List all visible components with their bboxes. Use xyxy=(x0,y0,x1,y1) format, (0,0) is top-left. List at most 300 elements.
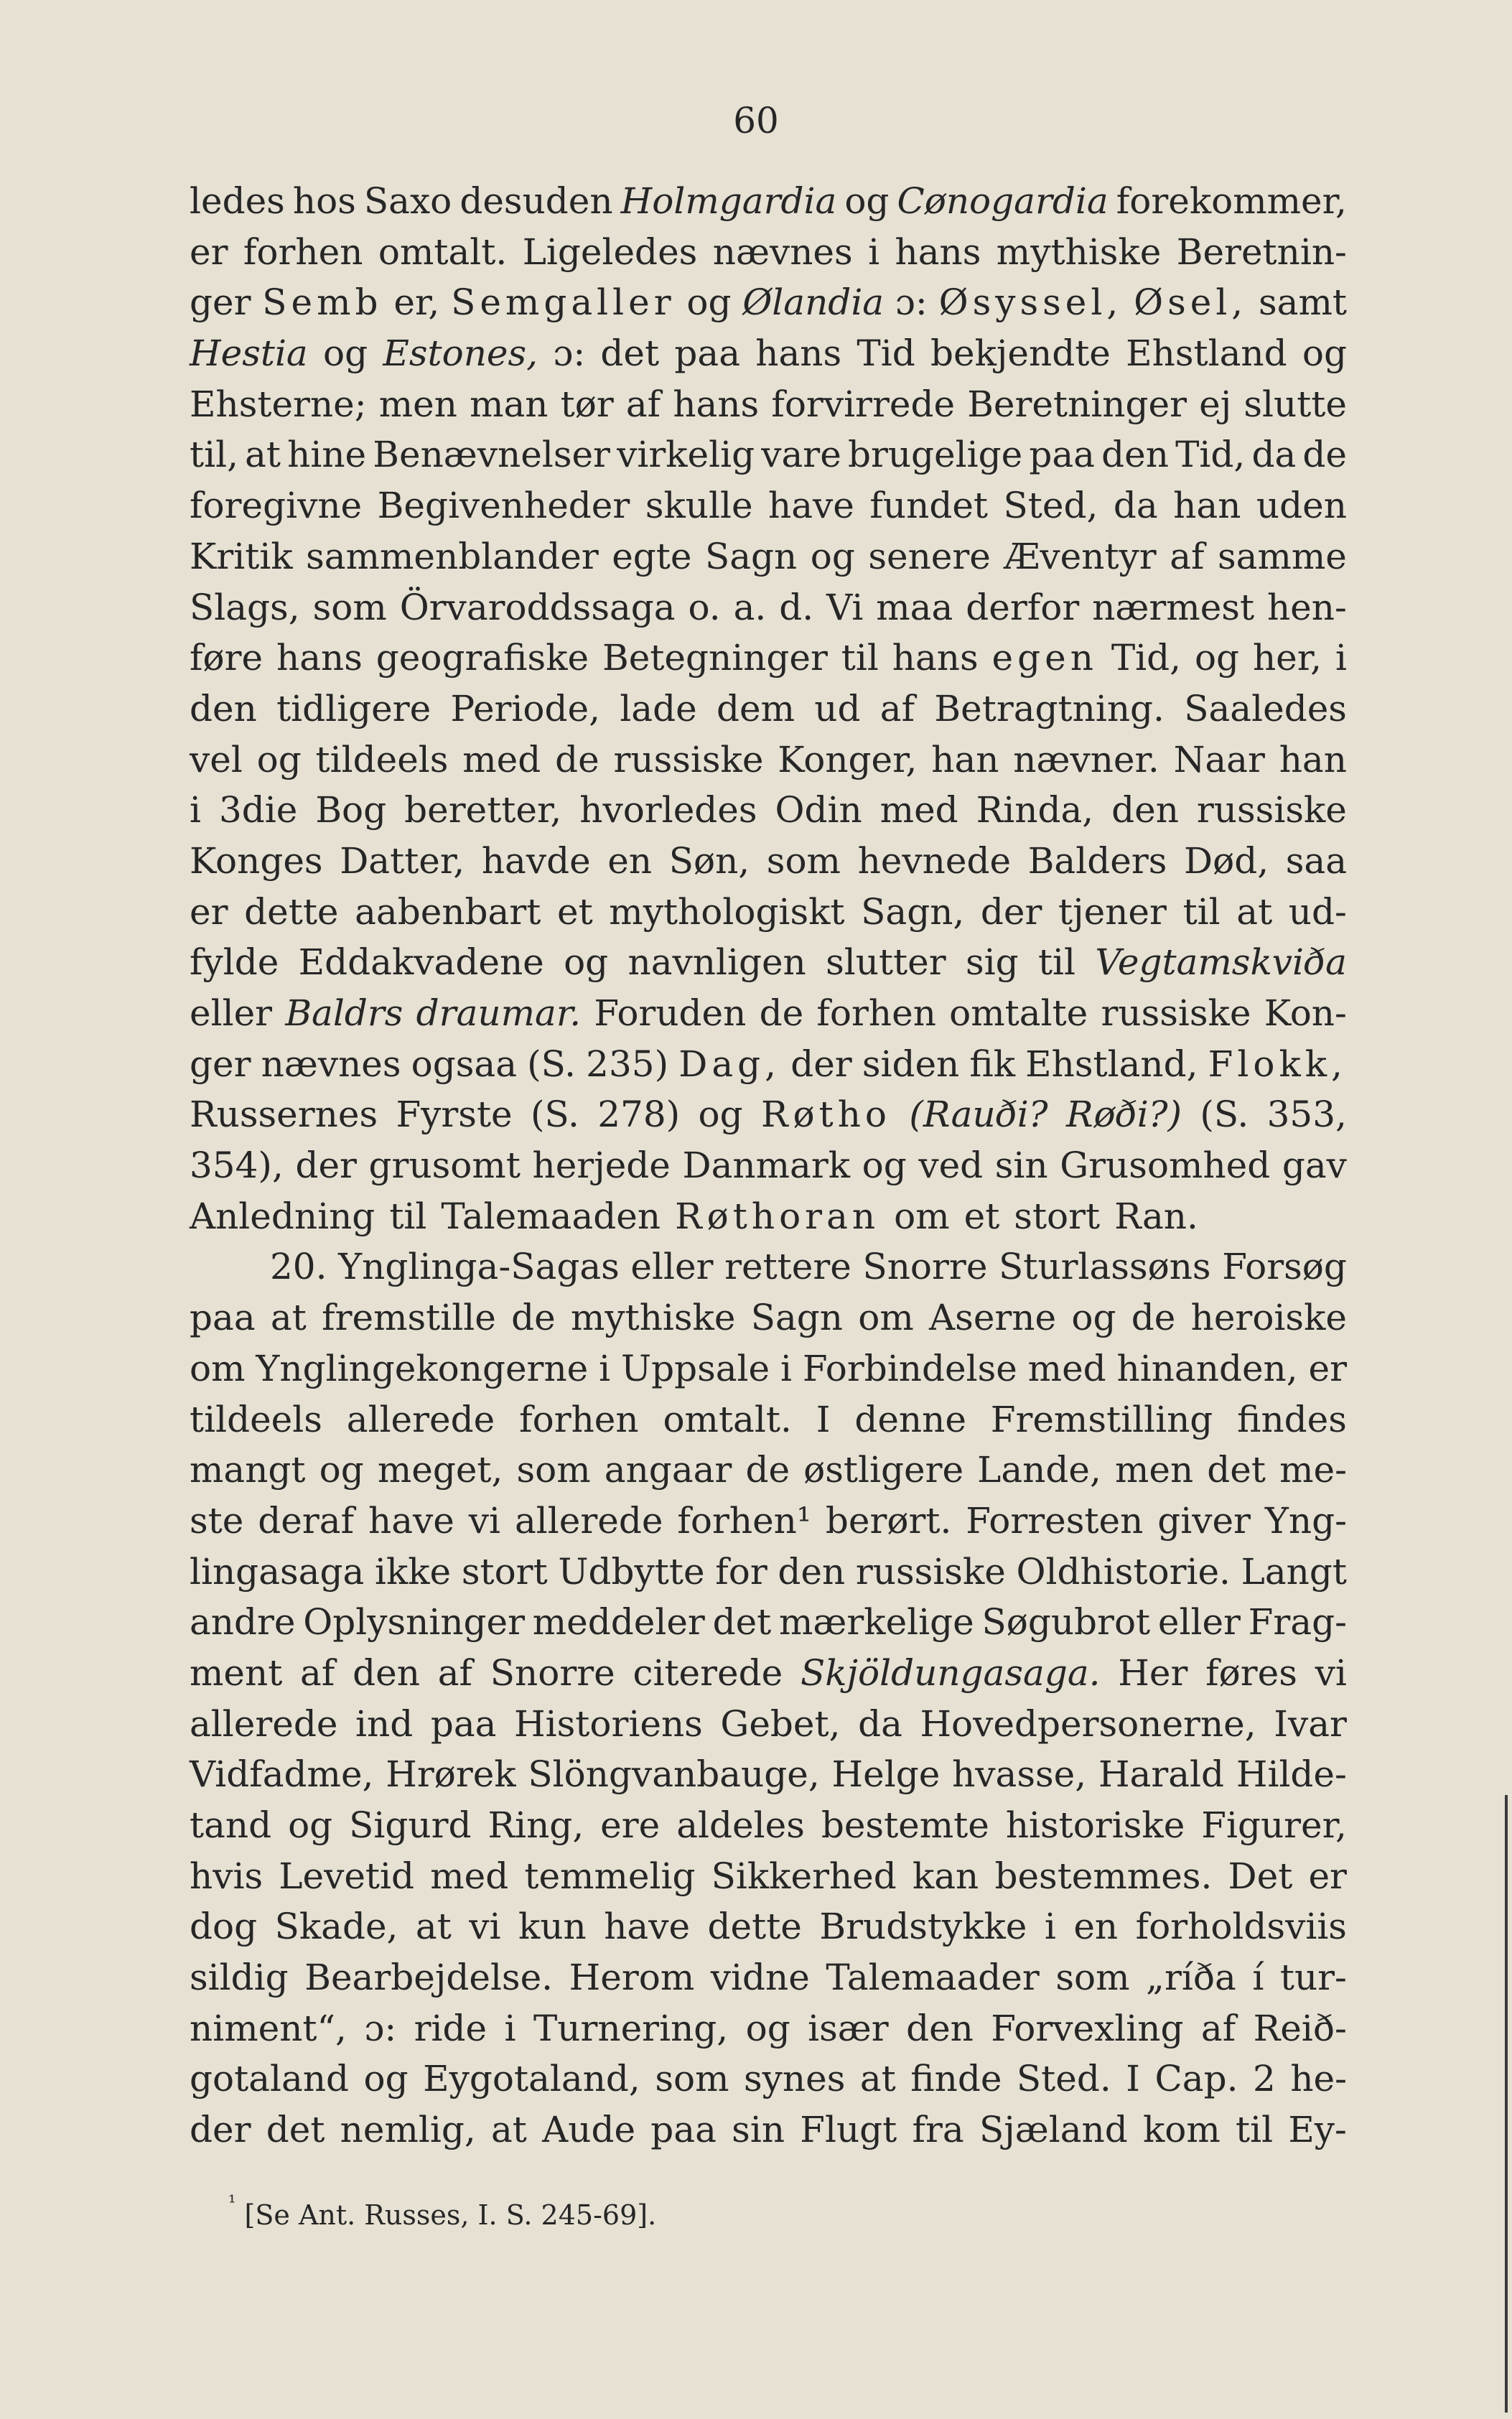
word: Her xyxy=(1118,1651,1188,1694)
word: Rinda, xyxy=(976,789,1094,831)
word: det xyxy=(600,332,660,375)
word: og xyxy=(686,281,732,324)
word: og xyxy=(288,1804,333,1846)
word: Foruden xyxy=(594,992,747,1034)
word: omtalte xyxy=(949,992,1088,1034)
body-text xyxy=(190,176,1347,2155)
word: Ehstland xyxy=(1126,332,1287,375)
word: russiske xyxy=(1101,992,1251,1034)
word: mærkelige xyxy=(778,1601,974,1644)
text-line xyxy=(190,1394,1347,1445)
text-line xyxy=(190,328,1347,379)
word: hvis xyxy=(190,1855,263,1897)
word: andre xyxy=(190,1601,296,1644)
word: (Rauði? xyxy=(909,1094,1048,1136)
word: da xyxy=(1113,485,1158,527)
word: Ey- xyxy=(1288,2109,1347,2151)
word: i xyxy=(868,230,880,273)
word: lade xyxy=(620,687,697,730)
word: hine xyxy=(287,434,367,476)
word: Forsøg xyxy=(1222,1246,1347,1288)
word: og xyxy=(363,2058,409,2100)
text-line xyxy=(190,2003,1347,2054)
word: den xyxy=(778,1550,846,1593)
word: citerede xyxy=(633,1651,783,1694)
word: (S. xyxy=(1200,1094,1249,1136)
word: Hrørek xyxy=(386,1753,516,1796)
word: Hestia xyxy=(190,332,308,375)
word: me- xyxy=(1279,1449,1347,1491)
word: Historiens xyxy=(514,1702,703,1745)
word: foregivne xyxy=(190,485,363,527)
word: Skjöldungasaga. xyxy=(800,1651,1101,1694)
word: af xyxy=(625,383,661,425)
word: Det xyxy=(1228,1855,1293,1897)
word: Ehstland, xyxy=(1025,1043,1198,1085)
word: have xyxy=(604,1906,691,1948)
word: i xyxy=(1335,637,1347,679)
word: Beretnin- xyxy=(1176,230,1347,273)
word: Forbindelse xyxy=(802,1347,1017,1389)
word: ledes xyxy=(190,180,285,222)
word: 20. xyxy=(270,1246,327,1288)
word: mangt xyxy=(190,1449,306,1491)
word: vi xyxy=(469,1906,501,1948)
word: og xyxy=(319,1449,364,1491)
word: russiske xyxy=(613,738,764,780)
word: Uppsale xyxy=(620,1347,770,1389)
word: navnligen xyxy=(627,941,806,984)
word: ud xyxy=(814,687,861,730)
word: tør xyxy=(560,383,614,425)
word: ind xyxy=(355,1702,414,1745)
word: niment“, xyxy=(190,2007,347,2049)
word: Flokk, xyxy=(1208,1043,1347,1085)
word: Hovedpersonerne, xyxy=(920,1702,1256,1745)
word: Aserne xyxy=(929,1297,1057,1339)
text-line xyxy=(190,1901,1347,1952)
word: giver xyxy=(1157,1499,1251,1542)
word: Tid, xyxy=(1175,434,1246,476)
word: og xyxy=(323,332,368,375)
word: til xyxy=(1182,890,1221,933)
word: mythologiskt xyxy=(609,890,845,933)
word: fra xyxy=(912,2109,964,2151)
word: de xyxy=(1131,1297,1176,1339)
text-line xyxy=(190,836,1347,887)
text-line xyxy=(190,429,1347,480)
word: Estones, xyxy=(383,332,538,375)
word: Kritik xyxy=(190,535,293,577)
word: í xyxy=(1252,1957,1264,1999)
word: herjede xyxy=(532,1145,671,1187)
word: Sted, xyxy=(1003,485,1098,527)
word: om xyxy=(858,1297,914,1339)
word: Vi xyxy=(826,586,864,628)
word: Russernes xyxy=(190,1094,378,1136)
word: Tid xyxy=(857,332,915,375)
word: Odin xyxy=(775,789,862,831)
word: 2 xyxy=(1253,2058,1276,2100)
word: forhen xyxy=(243,230,363,273)
word: Semgaller xyxy=(451,281,676,324)
word: Anledning xyxy=(190,1195,375,1237)
word: nævnes xyxy=(712,230,853,273)
word: samt xyxy=(1259,281,1347,324)
text-line xyxy=(190,1547,1347,1598)
word: aabenbart xyxy=(355,890,541,933)
word: ogsaa xyxy=(411,1043,518,1085)
word: geografiske xyxy=(375,637,589,679)
word: at xyxy=(245,434,281,476)
word: allerede xyxy=(514,1499,663,1542)
text-line xyxy=(190,2105,1347,2155)
word: bestemmes. xyxy=(994,1855,1213,1897)
word: ud- xyxy=(1288,890,1347,933)
word: ikke xyxy=(374,1550,452,1593)
word: Ynglingekongerne xyxy=(256,1347,589,1389)
word: have xyxy=(768,485,854,527)
word: i xyxy=(1044,1906,1056,1948)
word: ride xyxy=(414,2007,487,2049)
word: forholdsviis xyxy=(1135,1906,1347,1948)
word: og xyxy=(564,941,609,984)
word: meddeler xyxy=(532,1601,705,1644)
word: slutter xyxy=(826,941,946,984)
word: temmelig xyxy=(524,1855,696,1897)
word: Død, xyxy=(1184,839,1269,882)
text-line xyxy=(190,785,1347,836)
word: sildig xyxy=(190,1957,289,1999)
word: af xyxy=(879,687,915,730)
text-line xyxy=(190,1749,1347,1800)
word: Øsel, xyxy=(1134,281,1248,324)
word: af xyxy=(300,1651,335,1694)
word: deraf xyxy=(258,1499,355,1542)
text-line xyxy=(190,480,1347,531)
word: brugelige xyxy=(847,434,1023,476)
word: Frag- xyxy=(1248,1601,1347,1644)
word: til xyxy=(841,637,879,679)
word: Fyrste xyxy=(396,1094,513,1136)
word: Baldrs xyxy=(285,992,403,1034)
word: Søn, xyxy=(668,839,750,882)
text-line xyxy=(190,1343,1347,1394)
word: et xyxy=(556,890,593,933)
word: Oldhistorie. xyxy=(1016,1550,1231,1593)
word: hvasse, xyxy=(952,1753,1087,1796)
word: er xyxy=(190,230,228,273)
word: Levetid xyxy=(279,1855,415,1897)
word: sin xyxy=(994,1145,1048,1187)
word: gotaland xyxy=(190,2058,350,2100)
word: senere xyxy=(868,535,991,577)
word: nærmest xyxy=(1092,586,1255,628)
text-line xyxy=(190,887,1347,938)
word: samme xyxy=(1218,535,1347,577)
word: beretter, xyxy=(404,789,562,831)
word: have xyxy=(368,1499,454,1542)
word: Aude xyxy=(542,2109,636,2151)
word: hans xyxy=(895,230,981,273)
word: ɔ: xyxy=(364,2007,397,2049)
word: lingasaga xyxy=(190,1550,365,1593)
word: Herom xyxy=(569,1957,695,1999)
word: Vidfadme, xyxy=(190,1753,374,1796)
word: forvirrede xyxy=(771,383,956,425)
word: forekommer, xyxy=(1116,180,1347,222)
word: (S. xyxy=(530,1094,579,1136)
word: tidligere xyxy=(276,687,431,730)
word: kan xyxy=(912,1855,979,1897)
word: Betragtning. xyxy=(934,687,1165,730)
word: I xyxy=(1126,2058,1141,2100)
word: grusomt xyxy=(368,1145,521,1187)
word: allerede xyxy=(190,1702,338,1745)
word: for xyxy=(715,1550,767,1593)
text-line xyxy=(190,2054,1347,2105)
word: Udbytte xyxy=(558,1550,705,1593)
word: Eddakvadene xyxy=(298,941,544,984)
word: dog xyxy=(190,1906,258,1948)
word: som xyxy=(1055,1957,1130,1999)
word: Brudstykke xyxy=(819,1906,1027,1948)
text-line xyxy=(190,1191,1347,1242)
word: af xyxy=(1200,2007,1236,2049)
word: Kon- xyxy=(1264,992,1347,1034)
word: denne xyxy=(854,1398,966,1440)
word: ger xyxy=(190,281,251,324)
word: russiske xyxy=(1196,789,1347,831)
word: siden xyxy=(862,1043,960,1085)
word: Figurer, xyxy=(1201,1804,1347,1846)
word: men xyxy=(378,383,457,425)
word: skulle xyxy=(645,485,753,527)
word: og xyxy=(745,2007,790,2049)
word: til xyxy=(1037,941,1076,984)
word: paa xyxy=(674,332,741,375)
word: med xyxy=(879,789,958,831)
word: Hilde- xyxy=(1236,1753,1347,1796)
word: hinanden, xyxy=(1116,1347,1298,1389)
text-line xyxy=(190,1039,1347,1090)
word: vi xyxy=(1315,1651,1347,1694)
word: Ivar xyxy=(1274,1702,1347,1745)
word: Konger, xyxy=(778,738,918,780)
word: med xyxy=(430,1855,509,1897)
word: meget, xyxy=(377,1449,503,1491)
word: den xyxy=(353,1651,420,1694)
text-line xyxy=(190,735,1347,786)
word: Benævnelser xyxy=(373,434,610,476)
word: Turnering, xyxy=(533,2007,729,2049)
word: hans xyxy=(276,637,363,679)
word: hans xyxy=(892,637,979,679)
word: om xyxy=(190,1347,246,1389)
word: Begivenheder xyxy=(377,485,630,527)
word: Røtho xyxy=(760,1094,892,1136)
word: fremstille xyxy=(322,1297,496,1339)
word: ere xyxy=(600,1804,661,1846)
word: 278) xyxy=(597,1094,681,1136)
word: gav xyxy=(1282,1145,1347,1187)
word: Saxo xyxy=(363,180,452,222)
word: Datter, xyxy=(340,839,465,882)
text-line xyxy=(190,1952,1347,2003)
text-line xyxy=(190,1851,1347,1902)
word: som xyxy=(655,2058,729,2100)
word: synes xyxy=(744,2058,846,2100)
word: tjener xyxy=(1058,890,1167,933)
word: dette xyxy=(244,890,339,933)
word: finde xyxy=(910,2058,1002,2100)
word: Dag, xyxy=(678,1043,781,1085)
word: og xyxy=(698,1094,743,1136)
word: ger xyxy=(190,1043,251,1085)
text-line xyxy=(190,1445,1347,1496)
word: da xyxy=(858,1702,902,1745)
word: Bearbejdelse. xyxy=(304,1957,554,1999)
word: Øsyssel, xyxy=(938,281,1123,324)
word: Oplysninger xyxy=(303,1601,526,1644)
word: hevnede xyxy=(857,839,1012,882)
word: he- xyxy=(1290,2058,1347,2100)
word: Ring, xyxy=(487,1804,584,1846)
word: Snorre xyxy=(490,1651,615,1694)
word: hos xyxy=(292,180,356,222)
text-line xyxy=(190,1648,1347,1699)
word: de xyxy=(759,992,804,1034)
word: Balders xyxy=(1027,839,1167,882)
word: eller xyxy=(630,1246,714,1288)
word: tand xyxy=(190,1804,272,1846)
word: er xyxy=(1308,1347,1347,1389)
word: om xyxy=(894,1195,950,1237)
word: dette xyxy=(707,1906,802,1948)
word: de xyxy=(555,738,599,780)
word: et xyxy=(963,1195,1000,1237)
text-line xyxy=(190,227,1347,278)
word: aldeles xyxy=(676,1804,805,1846)
word: til xyxy=(389,1195,427,1237)
word: i xyxy=(780,1347,792,1389)
word: uden xyxy=(1256,485,1347,527)
word: ej xyxy=(1199,383,1232,425)
word: Örvaroddssaga xyxy=(399,586,676,628)
word: Periode, xyxy=(450,687,601,730)
text-line xyxy=(190,1089,1347,1140)
word: til xyxy=(1236,2109,1274,2151)
footnote-marker: ¹ xyxy=(228,2192,236,2214)
word: Sagn, xyxy=(861,890,965,933)
word: føres xyxy=(1205,1651,1297,1694)
word: 3die xyxy=(218,789,298,831)
word: rettere xyxy=(724,1246,851,1288)
text-line xyxy=(190,988,1347,1039)
word: østligere xyxy=(803,1449,964,1491)
word: Eygotaland, xyxy=(423,2058,640,2100)
word: og xyxy=(1302,332,1347,375)
word: paa xyxy=(430,1702,497,1745)
footnote xyxy=(228,2194,656,2237)
word: Cønogardia xyxy=(897,180,1109,222)
word: til, xyxy=(190,434,238,476)
word: historiske xyxy=(1005,1804,1185,1846)
word: Ehsterne; xyxy=(190,383,367,425)
word: allerede xyxy=(346,1398,495,1440)
word: sig xyxy=(965,941,1019,984)
word: i xyxy=(504,2007,516,2049)
word: sin xyxy=(732,2109,785,2151)
word: hen- xyxy=(1266,586,1347,628)
word: Ynglinga-Sagas xyxy=(338,1246,620,1288)
word: sammenblander xyxy=(306,535,599,577)
word: angaar xyxy=(604,1449,732,1491)
word: Røthoran xyxy=(675,1195,880,1237)
word: Harald xyxy=(1098,1753,1225,1796)
word: Bog xyxy=(315,789,387,831)
word: paa xyxy=(1029,434,1095,476)
word: kun xyxy=(518,1906,587,1948)
word: omtalt. xyxy=(663,1398,792,1440)
word: den xyxy=(1101,434,1169,476)
text-line xyxy=(190,1699,1347,1750)
word: Sturlassøns xyxy=(999,1246,1211,1288)
word: med xyxy=(1027,1347,1106,1389)
word: ved xyxy=(918,1145,984,1187)
text-line xyxy=(190,582,1347,633)
text-line xyxy=(190,937,1347,988)
word: mythiske xyxy=(996,230,1162,273)
text-line xyxy=(190,633,1347,684)
word: tur- xyxy=(1279,1957,1347,1999)
word: maa xyxy=(876,586,953,628)
word: man xyxy=(470,383,549,425)
word: Snorre xyxy=(862,1246,988,1288)
word: Grusomhed xyxy=(1060,1145,1271,1187)
word: vi xyxy=(468,1499,501,1542)
footnote-text: [Se Ant. Russes, I. S. 245-69]. xyxy=(244,2199,657,2231)
word: og xyxy=(844,180,890,222)
word: Danmark xyxy=(682,1145,851,1187)
word: 353, xyxy=(1266,1094,1347,1136)
word: a. xyxy=(733,586,767,628)
word: bestemte xyxy=(821,1804,989,1846)
word: egte xyxy=(612,535,692,577)
word: Konges xyxy=(190,839,323,882)
word: stort xyxy=(461,1550,548,1593)
word: tildeels xyxy=(190,1398,322,1440)
page-number: 60 xyxy=(733,100,779,141)
word: det xyxy=(712,1601,772,1644)
word: de xyxy=(745,1449,790,1491)
word: Sigurd xyxy=(349,1804,472,1846)
word: Reið- xyxy=(1253,2007,1347,2049)
word: eller xyxy=(1157,1601,1241,1644)
word: Talemaader xyxy=(826,1957,1040,1999)
word: heroiske xyxy=(1190,1297,1347,1339)
word: der xyxy=(790,1043,852,1085)
word: Sagn xyxy=(704,535,798,577)
word: stort xyxy=(1014,1195,1101,1237)
text-line xyxy=(190,1496,1347,1547)
word: Sagn xyxy=(750,1297,843,1339)
word: d. xyxy=(779,586,814,628)
word: som xyxy=(516,1449,591,1491)
word: paa xyxy=(650,2109,717,2151)
word: Yng- xyxy=(1264,1499,1347,1542)
word: ɔ: xyxy=(895,281,928,324)
